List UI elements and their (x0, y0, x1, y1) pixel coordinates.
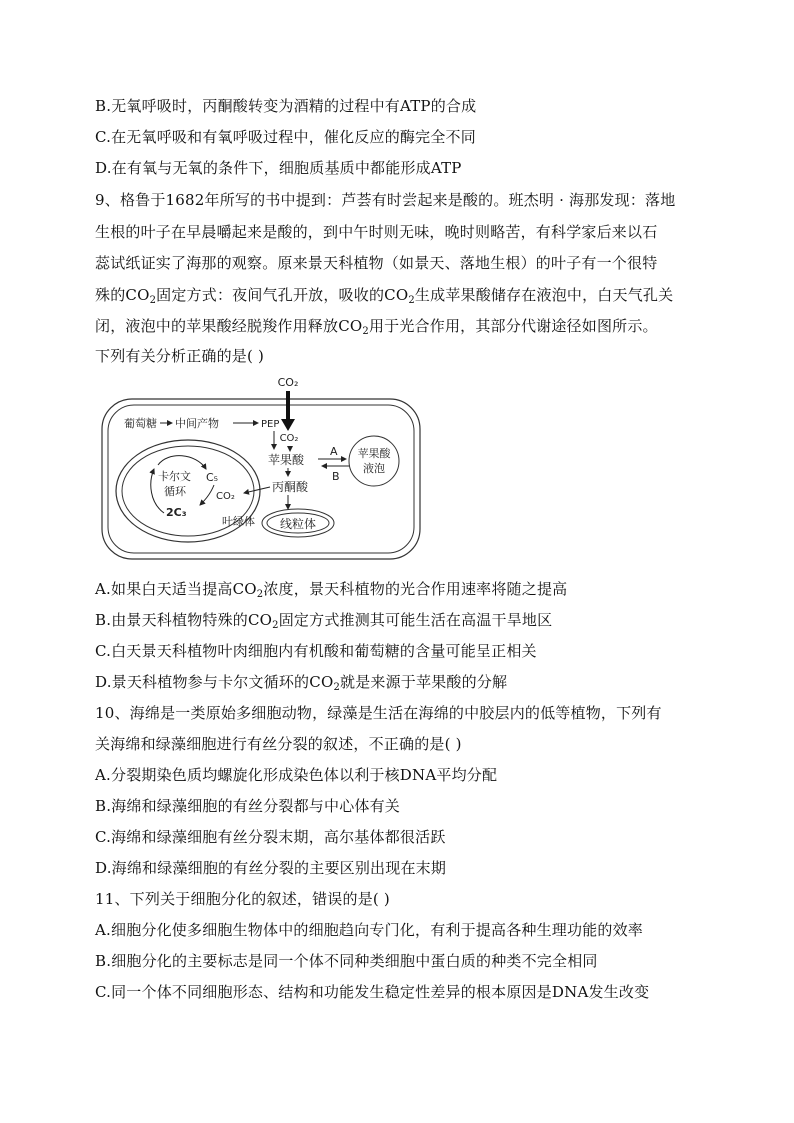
q11-option-c: C.同一个体不同细胞形态、结构和功能发生稳定性差异的根本原因是DNA发生改变 (95, 983, 650, 1001)
q11-option-b: B.细胞分化的主要标志是同一个体不同种类细胞中蛋白质的种类不完全相同 (95, 952, 598, 970)
q10-option-a: A.分裂期染色质均螺旋化形成染色体以利于核DNA平均分配 (95, 766, 498, 784)
crassulacean-metabolism-diagram (98, 373, 428, 568)
glucose-label: 葡萄糖 (124, 417, 157, 430)
vacuole-label-2: 液泡 (363, 462, 385, 475)
q9-stem-line-3: 蕊试纸证实了海那的观察。原来景天科植物（如景天、落地生根）的叶子有一个很特 (95, 254, 658, 272)
malate-label: 苹果酸 (268, 453, 305, 467)
q9-stem-line-1: 9、格鲁于1682年所写的书中提到：芦荟有时尝起来是酸的。班杰明 · 海那发现：落地 (95, 191, 676, 209)
arrow-b-label: B (332, 470, 340, 483)
q8-option-c: C.在无氧呼吸和有氧呼吸过程中，催化反应的酶完全不同 (95, 128, 476, 146)
arrow-a-label: A (330, 445, 338, 458)
pyruvate-label: 丙酮酸 (272, 480, 309, 494)
mitochondria-label: 线粒体 (279, 517, 317, 531)
q10-option-b: B.海绵和绿藻细胞的有丝分裂都与中心体有关 (95, 797, 400, 815)
q9-stem-line-5: 闭，液泡中的苹果酸经脱羧作用释放$CO_2$用于光合作用，其部分代谢途径如图所示。 (95, 317, 658, 337)
q8-option-d: D.在有氧与无氧的条件下，细胞质基质中都能形成ATP (95, 159, 462, 177)
co2-inner-label: CO₂ (279, 433, 299, 444)
q11-option-a: A.细胞分化使多细胞生物体中的细胞趋向专门化，有利于提高各种生理功能的效率 (95, 921, 644, 939)
calvin-label-2: 循环 (164, 485, 186, 498)
co2-top-label: CO₂ (277, 376, 299, 389)
q10-stem-line-1: 10、海绵是一类原始多细胞动物，绿藻是生活在海绵的中胶层内的低等植物，下列有 (95, 704, 662, 722)
q9-option-b: B.由景天科植物特殊的$CO_2$固定方式推测其可能生活在高温干旱地区 (95, 611, 553, 631)
q9-stem-line-4: 殊的$CO_2$固定方式：夜间气孔开放，吸收的$CO_2$生成苹果酸储存在液泡中，白天气孔关 (95, 286, 674, 306)
intermediate-label: 中间产物 (175, 417, 219, 430)
pep-label: PEP (261, 419, 280, 430)
q8-option-b: B.无氧呼吸时，丙酮酸转变为酒精的过程中有ATP的合成 (95, 97, 477, 115)
q9-stem-line-2: 生根的叶子在早晨嚼起来是酸的，到中午时则无味，晚时则略苦，有科学家后来以石 (95, 223, 658, 241)
vacuole-label-1: 苹果酸 (357, 447, 391, 460)
co2-chloroplast-label: CO₂ (216, 491, 235, 502)
vacuole (349, 436, 399, 486)
q9-option-d: D.景天科植物参与卡尔文循环的$CO_2$就是来源于苹果酸的分解 (95, 673, 508, 693)
q10-option-c: C.海绵和绿藻细胞有丝分裂末期，高尔基体都很活跃 (95, 828, 446, 846)
q9-option-c: C.白天景天科植物叶肉细胞内有机酸和葡萄糖的含量可能呈正相关 (95, 642, 537, 660)
q10-option-d: D.海绵和绿藻细胞的有丝分裂的主要区别出现在末期 (95, 859, 447, 877)
c3-label: 2C₃ (166, 506, 187, 519)
calvin-label-1: 卡尔文 (158, 470, 191, 483)
q11-stem: 11、下列关于细胞分化的叙述，错误的是( ) (95, 890, 390, 908)
chloroplast-label: 叶绿体 (222, 515, 255, 528)
q10-stem-line-2: 关海绵和绿藻细胞进行有丝分裂的叙述，不正确的是( ) (95, 735, 462, 753)
q9-option-a: A.如果白天适当提高$CO_2$浓度，景天科植物的光合作用速率将随之提高 (95, 580, 568, 600)
c5-label: C₅ (206, 471, 219, 484)
q9-stem-question: 下列有关分析正确的是( ) (95, 347, 265, 365)
